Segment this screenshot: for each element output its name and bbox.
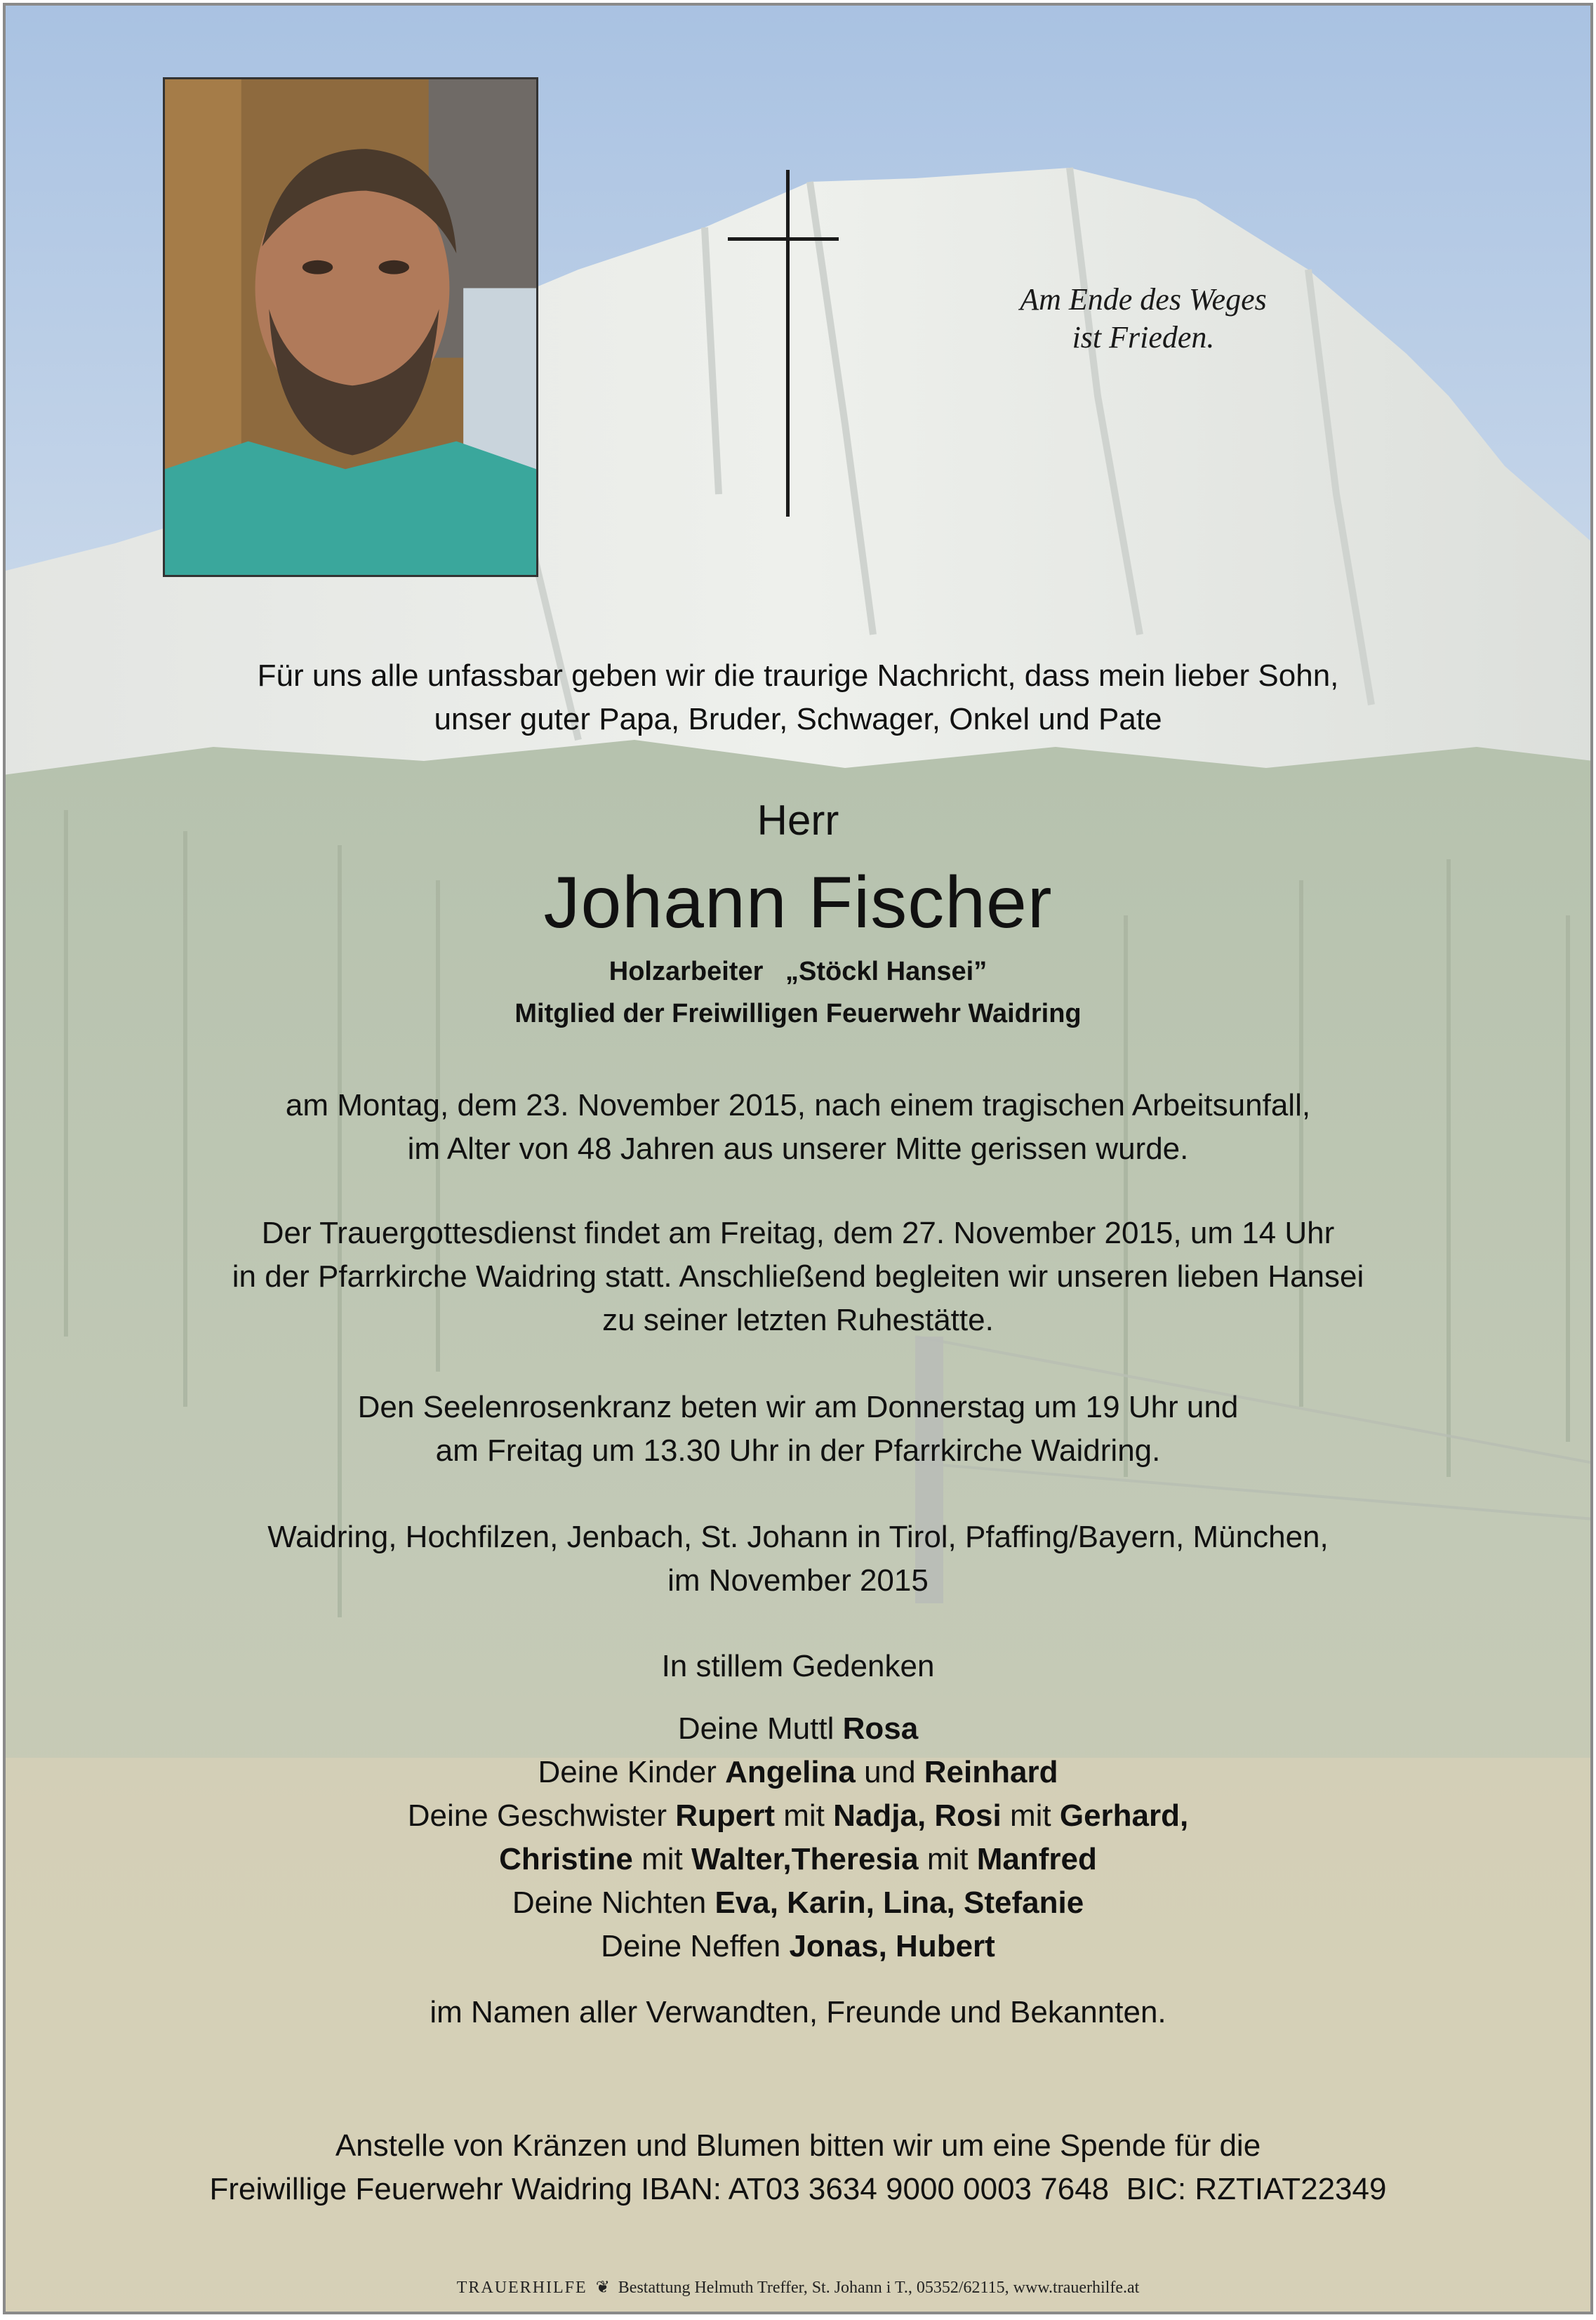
mourner-name: Christine: [499, 1842, 633, 1876]
salutation: Herr: [757, 797, 839, 844]
mourner-name: Angelina: [725, 1755, 856, 1789]
occupation: Holzarbeiter „Stöckl Hansei”: [609, 957, 987, 986]
dove-icon: ❦: [595, 2279, 610, 2297]
mourner-line-nephews: [3, 1925, 1593, 1968]
mourner-line-mother: [3, 1707, 1593, 1751]
mourner-name: Rupert: [675, 1798, 776, 1833]
mourner-text: Deine Kinder: [538, 1755, 726, 1789]
mourner-line-siblings-2: [3, 1838, 1593, 1881]
funeral-line: zu seiner letzten Ruhestätte.: [602, 1303, 994, 1337]
mourner-name: Rosa: [842, 1711, 919, 1746]
places-line: im November 2015: [667, 1563, 929, 1598]
footer-web[interactable]: www.trauerhilfe.at: [1013, 2279, 1140, 2297]
donation-line: Freiwillige Feuerwehr Waidring IBAN: AT03 3634 9000 0003 7648 BIC: RZTIAT22349: [209, 2172, 1387, 2206]
mourner-text: Deine Muttl: [677, 1711, 843, 1746]
mourner-name: Eva, Karin, Lina, Stefanie: [714, 1885, 1084, 1920]
mourner-text: Deine Neffen: [601, 1929, 790, 1963]
mourner-text: mit: [775, 1798, 834, 1833]
mourner-name: Reinhard: [924, 1755, 1058, 1789]
mourner-line-nieces: [3, 1881, 1593, 1925]
rosary-notice: [3, 1386, 1593, 1473]
mourner-text: und: [855, 1755, 924, 1789]
mourners-heading: In stillem Gedenken: [661, 1649, 935, 1683]
death-line: am Montag, dem 23. November 2015, nach einem tragischen Arbeitsunfall,: [285, 1088, 1311, 1122]
mourner-text: mit: [632, 1842, 691, 1876]
mourner-text: Deine Nichten: [512, 1885, 715, 1920]
mourners-list: [3, 1707, 1593, 1968]
places-date: [3, 1516, 1593, 1603]
motto: [929, 281, 1357, 357]
obituary-page: [3, 3, 1593, 2314]
death-line: im Alter von 48 Jahren aus unserer Mitte gerissen wurde.: [407, 1132, 1189, 1166]
mourner-name: Gerhard,: [1059, 1798, 1189, 1833]
mourner-text: Deine Geschwister: [407, 1798, 676, 1833]
footer-brand: TRAUERHILFE: [456, 2279, 587, 2297]
deceased-details: [3, 950, 1593, 1035]
intro-line: Für uns alle unfassbar geben wir die traurige Nachricht, dass mein lieber Sohn,: [257, 658, 1339, 693]
donation-line: Anstelle von Kränzen und Blumen bitten wir um eine Spende für die: [335, 2128, 1261, 2163]
donation-request: [3, 2124, 1593, 2211]
membership: Mitglied der Freiwilligen Feuerwehr Waidring: [514, 999, 1082, 1028]
places-line: Waidring, Hochfilzen, Jenbach, St. Johann in Tirol, Pfaffing/Bayern, München,: [267, 1520, 1329, 1554]
footer-place: St. Johann i T.,: [811, 2279, 912, 2297]
funeral-notice: [3, 1212, 1593, 1342]
intro-text: [3, 654, 1593, 741]
motto-line: Am Ende des Weges: [1020, 282, 1267, 317]
mourner-line-children: [3, 1751, 1593, 1794]
footer-imprint: [3, 2277, 1593, 2298]
footer-company: Bestattung Helmuth Treffer,: [618, 2279, 808, 2297]
cross-icon: [728, 170, 839, 517]
portrait-photo: [163, 77, 538, 577]
deceased-name: Johann Fischer: [543, 862, 1053, 943]
rosary-line: am Freitag um 13.30 Uhr in der Pfarrkirche Waidring.: [435, 1433, 1161, 1468]
mourner-name: Jonas, Hubert: [789, 1929, 995, 1963]
death-notice: [3, 1084, 1593, 1171]
mourner-name: Manfred: [976, 1842, 1097, 1876]
mourner-line-siblings: [3, 1794, 1593, 1838]
mourner-name: Walter,Theresia: [691, 1842, 919, 1876]
motto-line: ist Frieden.: [1072, 320, 1215, 354]
mourner-text: mit: [1001, 1798, 1060, 1833]
funeral-line: Der Trauergottesdienst findet am Freitag, dem 27. November 2015, um 14 Uhr: [261, 1216, 1335, 1250]
footer-phone: 05352/62115,: [916, 2279, 1009, 2297]
mourners-closing: im Namen aller Verwandten, Freunde und Bekannten.: [430, 1995, 1166, 2029]
rosary-line: Den Seelenrosenkranz beten wir am Donnerstag um 19 Uhr und: [357, 1390, 1239, 1424]
mourner-text: mit: [918, 1842, 977, 1876]
funeral-line: in der Pfarrkirche Waidring statt. Anschließend begleiten wir unseren lieben Hansei: [232, 1259, 1364, 1294]
mourner-name: Nadja, Rosi: [833, 1798, 1002, 1833]
intro-line: unser guter Papa, Bruder, Schwager, Onkel und Pate: [434, 702, 1162, 736]
